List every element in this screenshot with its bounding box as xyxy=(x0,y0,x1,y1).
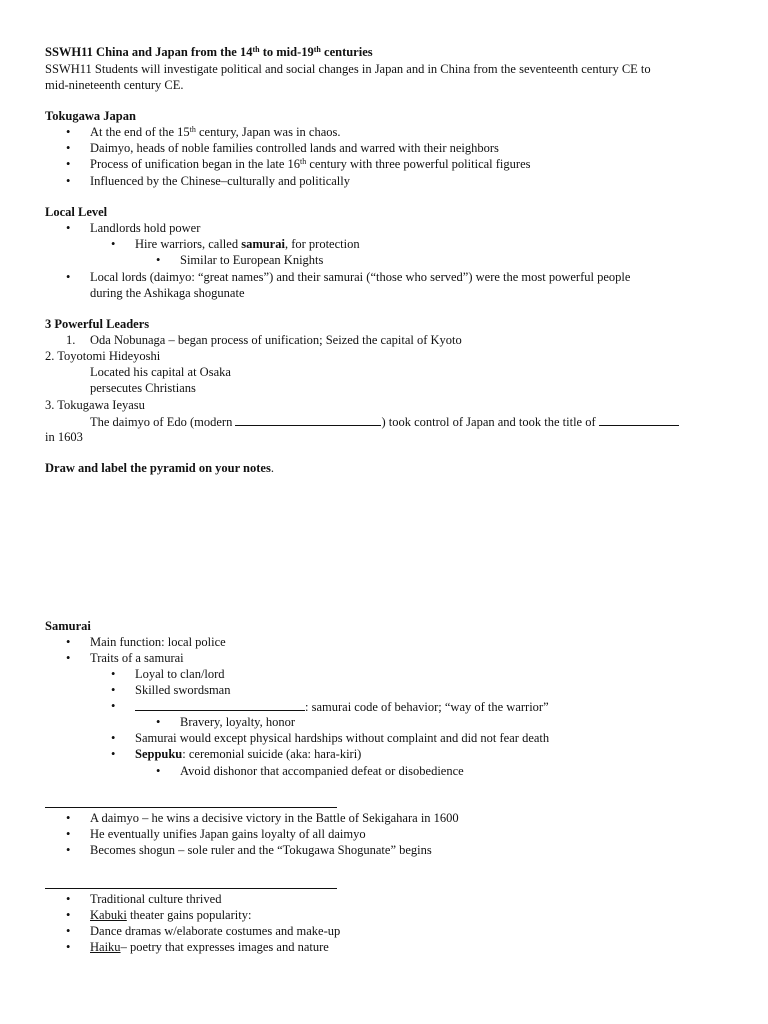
list-number: 1. xyxy=(66,333,76,347)
standard-text-line-2: mid-nineteenth century CE. xyxy=(45,78,184,92)
tokugawa-heading: Tokugawa Japan xyxy=(45,109,136,123)
heading-blank-line xyxy=(45,888,337,889)
list-item: • Avoid dishonor that accompanied defeat or disobedience xyxy=(180,763,464,779)
list-item: • Samurai would except physical hardships without complaint and did not fear death xyxy=(135,730,549,746)
list-item: • Haiku– poetry that expresses images and nature xyxy=(90,939,329,955)
list-item: • Loyal to clan/lord xyxy=(135,666,225,682)
list-item: • Hire warriors, called samurai, for protection xyxy=(135,236,360,252)
list-item: • : samurai code of behavior; “way of the warrior” xyxy=(135,698,549,715)
pyramid-instruction: Draw and label the pyramid on your notes. xyxy=(45,461,274,475)
list-item: • Influenced by the Chinese–culturally and politically xyxy=(90,173,350,189)
list-item-continuation: in 1603 xyxy=(45,430,83,444)
list-item: • He eventually unifies Japan gains loyalty of all daimyo xyxy=(90,826,366,842)
list-item: • Bravery, loyalty, honor xyxy=(180,714,295,730)
fill-in-blank xyxy=(599,413,679,426)
list-item: • Local lords (daimyo: “great names”) and their samurai (“those who served”) were the most powerful people xyxy=(90,269,630,285)
fill-in-blank xyxy=(135,698,305,711)
list-item: 2. Toyotomi Hideyoshi xyxy=(45,349,161,363)
list-item: persecutes Christians xyxy=(90,381,196,395)
list-item: • A daimyo – he wins a decisive victory in the Battle of Sekigahara in 1600 xyxy=(90,810,459,826)
list-item: • Traits of a samurai xyxy=(90,650,184,666)
list-item: Oda Nobunaga – began process of unification; Seized the capital of Kyoto xyxy=(90,333,462,347)
list-item: • Seppuku: ceremonial suicide (aka: hara-kiri) xyxy=(135,746,361,762)
list-item: • Skilled swordsman xyxy=(135,682,230,698)
list-item: • Dance dramas w/elaborate costumes and make-up xyxy=(90,923,340,939)
local-level-heading: Local Level xyxy=(45,205,108,219)
list-item: • Similar to European Knights xyxy=(180,252,323,268)
document-title: SSWH11 China and Japan from the 14th to mid-19th centuries xyxy=(45,45,373,59)
list-item: • At the end of the 15th century, Japan was in chaos. xyxy=(90,124,341,140)
list-item: • Daimyo, heads of noble families controlled lands and warred with their neighbors xyxy=(90,140,499,156)
leaders-heading: 3 Powerful Leaders xyxy=(45,317,150,331)
list-item: The daimyo of Edo (modern ) took control of Japan and took the title of xyxy=(90,413,679,430)
fill-in-blank xyxy=(235,413,381,426)
list-item: 3. Tokugawa Ieyasu xyxy=(45,398,145,412)
list-item: • Main function: local police xyxy=(90,634,226,650)
list-item: • Process of unification began in the late 16th century with three powerful political figures xyxy=(90,156,530,172)
list-item-continuation: during the Ashikaga shogunate xyxy=(90,286,245,300)
list-item: • Kabuki theater gains popularity: xyxy=(90,907,251,923)
standard-text-line-1: SSWH11 Students will investigate political and social changes in Japan and in China from the seventeenth century CE to xyxy=(45,62,651,76)
list-item: • Becomes shogun – sole ruler and the “Tokugawa Shogunate” begins xyxy=(90,842,432,858)
list-item: Located his capital at Osaka xyxy=(90,365,231,379)
heading-blank-line xyxy=(45,807,337,808)
samurai-heading: Samurai xyxy=(45,619,91,633)
list-item: • Landlords hold power xyxy=(90,220,200,236)
list-item: • Traditional culture thrived xyxy=(90,891,221,907)
